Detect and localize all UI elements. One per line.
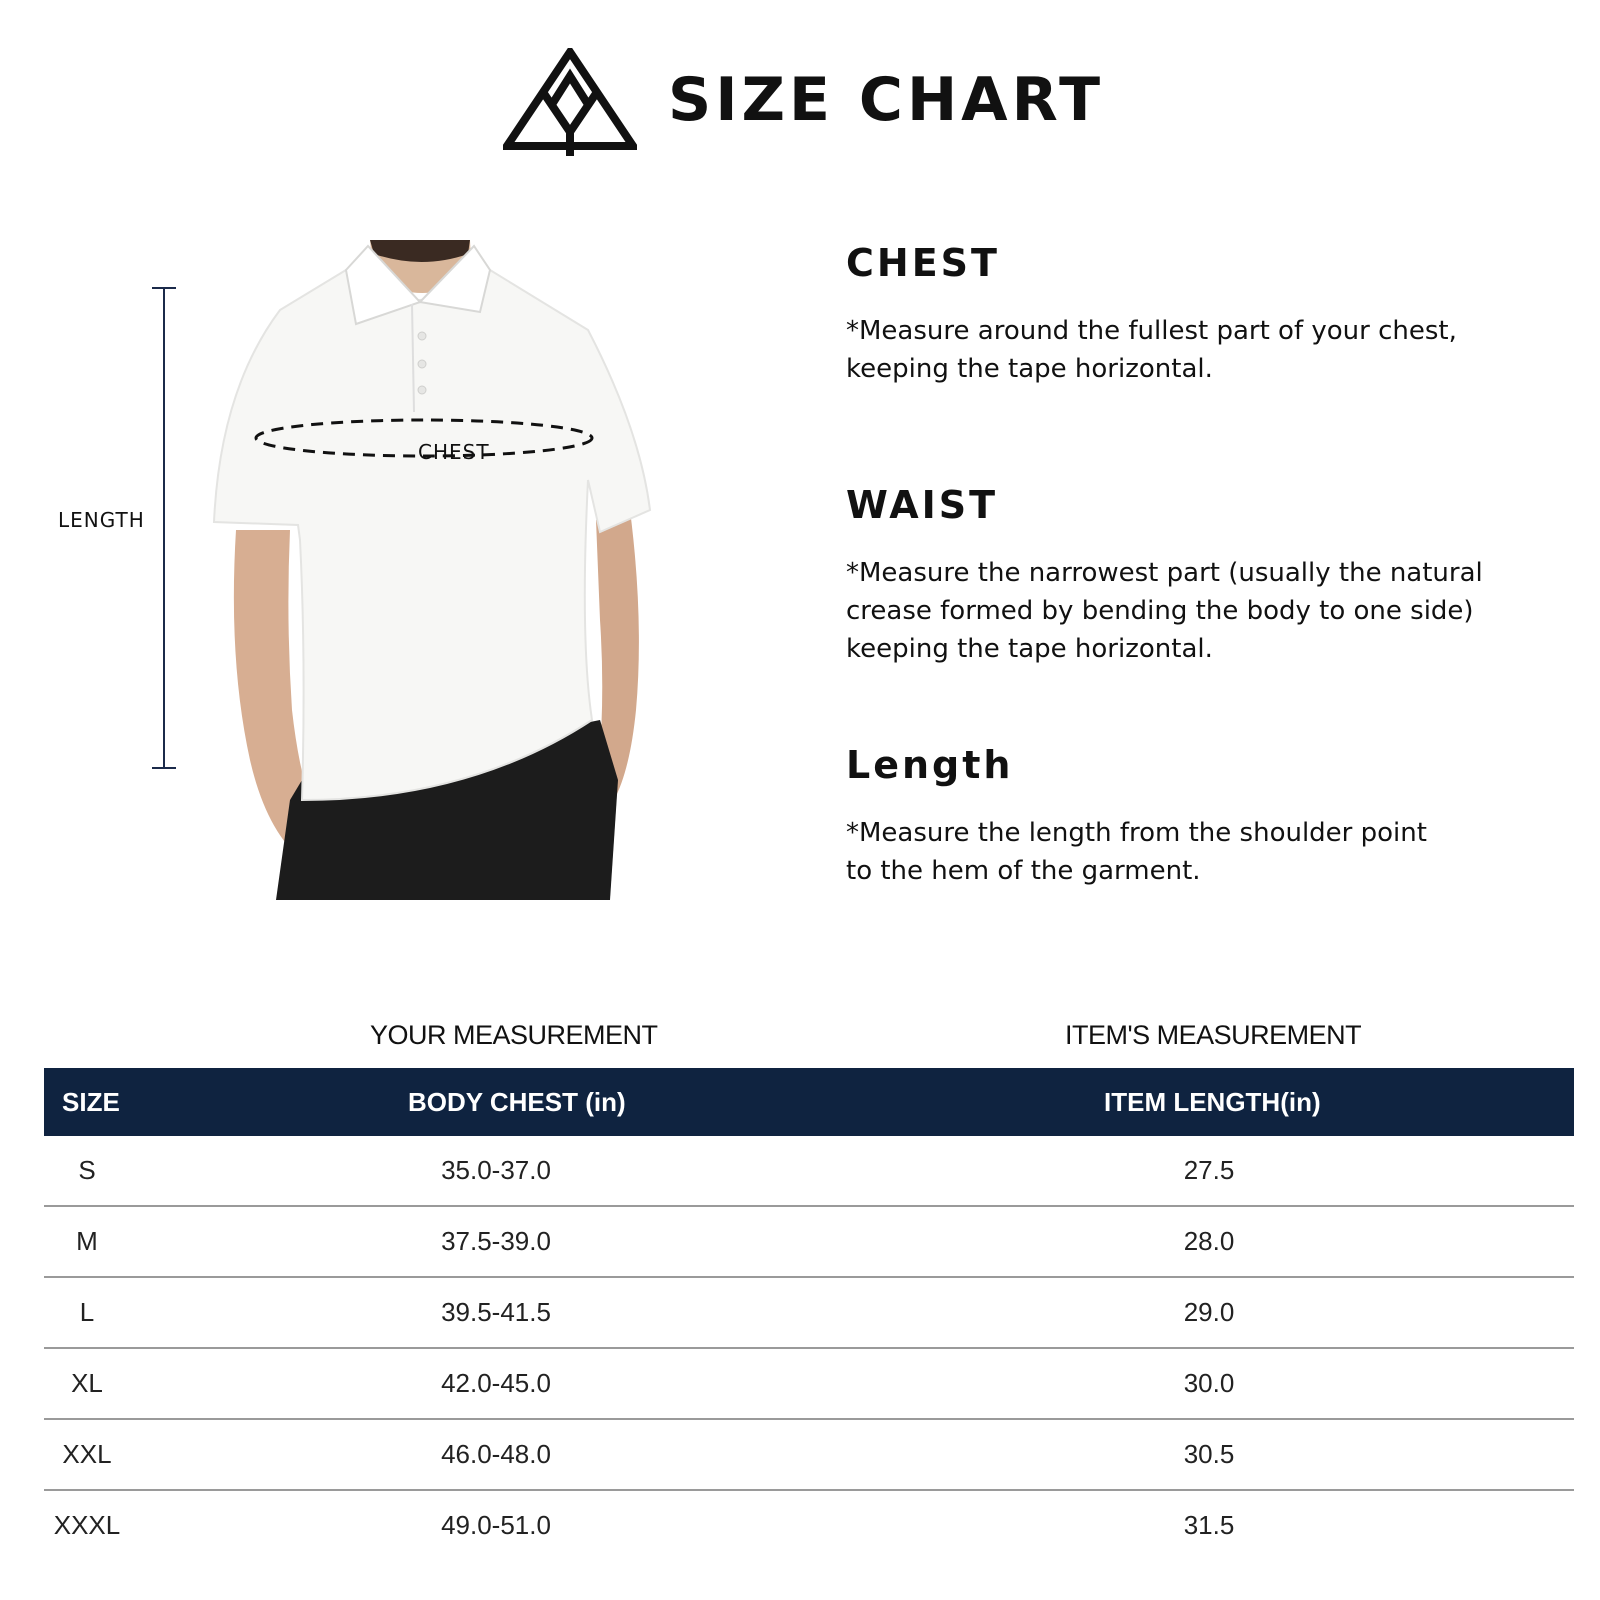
waist-heading: WAIST [846,483,999,527]
chest-cell: 42.0-45.0 [441,1368,551,1398]
chest-cell: 37.5-39.0 [441,1226,551,1256]
chest-heading: CHEST [846,241,1000,285]
size-cell: M [76,1226,98,1256]
length-cell: 29.0 [1183,1297,1235,1327]
size-cell: XXXL [53,1510,121,1540]
table-row [44,1136,1574,1207]
page-title: SIZE CHART [668,65,1105,135]
table-row [44,1491,1574,1560]
shirt-figure [40,240,700,900]
triangle-mountain-logo-icon [503,48,637,160]
table-row [44,1420,1574,1491]
length-section [846,743,1566,890]
length-cell: 31.5 [1183,1510,1235,1540]
column-header-body-chest: BODY CHEST (in) [408,1087,626,1117]
column-header-size: SIZE [62,1087,120,1117]
column-header-item-length: ITEM LENGTH(in) [1104,1087,1321,1117]
shirt-illustration [40,240,700,900]
size-cell: XL [71,1368,103,1398]
length-instructions: *Measure the length from the shoulder point to the hem of the garment. [846,818,1427,886]
length-cell: 30.0 [1183,1368,1235,1398]
your-measurement-heading: YOUR MEASUREMENT [370,1020,658,1050]
table-header [44,1068,1574,1136]
length-measure-line [152,288,176,768]
length-cell: 28.0 [1183,1226,1235,1256]
length-heading: Length [846,743,1014,787]
table-row [44,1207,1574,1278]
chest-cell: 39.5-41.5 [441,1297,551,1327]
header [0,40,1600,170]
waist-instructions: *Measure the narrowest part (usually the natural crease formed by bending the body to one side) keeping the tape horizontal. [846,558,1483,664]
chest-cell: 46.0-48.0 [441,1439,551,1469]
item-measurement-heading: ITEM'S MEASUREMENT [1065,1020,1362,1050]
length-label: LENGTH [58,508,145,532]
chest-instructions: *Measure around the fullest part of your chest, keeping the tape horizontal. [846,316,1457,384]
chest-section [846,241,1566,388]
size-cell: L [79,1297,95,1327]
size-table [44,1068,1574,1560]
length-cell: 30.5 [1183,1439,1235,1469]
chest-cell: 49.0-51.0 [441,1510,551,1540]
waist-section [846,483,1566,668]
chest-label: CHEST [418,440,490,464]
size-cell: XXL [62,1439,112,1469]
length-cell: 27.5 [1183,1155,1235,1185]
chest-cell: 35.0-37.0 [441,1155,551,1185]
size-cell: S [78,1155,96,1185]
table-row [44,1349,1574,1420]
table-row [44,1278,1574,1349]
table-group-headings [0,1020,1600,1060]
